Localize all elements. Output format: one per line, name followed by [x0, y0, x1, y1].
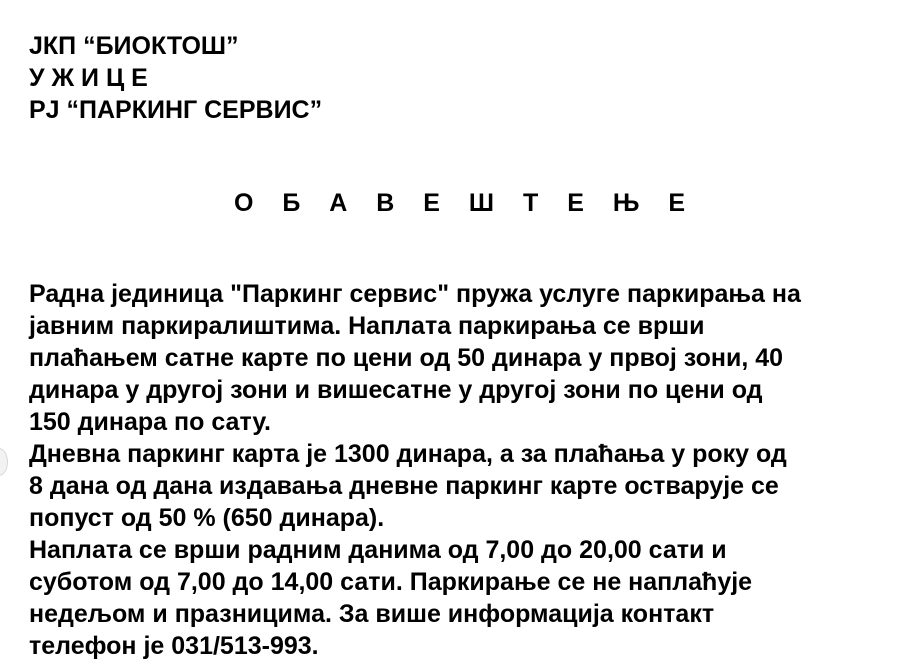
- notice-body: [29, 278, 889, 662]
- page-edge-handle: [0, 448, 8, 476]
- city-name: У Ж И Ц Е: [29, 64, 148, 92]
- letterhead: [29, 30, 322, 126]
- body-line: Дневна паркинг карта је 1300 динара, а за плаћања у року од: [29, 440, 787, 468]
- body-line: плаћањем сатне карте по цени од 50 динара у првој зони, 40: [29, 344, 784, 372]
- body-line: 150 динара по сату.: [29, 408, 271, 436]
- body-line: недељом и празницима. За више информација контакт: [29, 600, 715, 628]
- body-line: јавним паркиралиштима. Наплата паркирања се врши: [29, 312, 705, 340]
- body-line: телефон је 031/513-993.: [29, 632, 319, 660]
- notice-title: О Б А В Е Ш Т Е Њ Е: [233, 189, 696, 217]
- organization-name: ЈКП “БИОКТОШ”: [29, 32, 239, 60]
- body-line: Наплата се врши радним данима од 7,00 до 20,00 сати и: [29, 536, 727, 564]
- body-line: динара у другој зони и вишесатне у другој зони по цени од: [29, 376, 763, 404]
- body-line: 8 дана од дана издавања дневне паркинг карте остварује се: [29, 472, 779, 500]
- body-line: попуст од 50 % (650 динара).: [29, 504, 385, 532]
- unit-name: РЈ “ПАРКИНГ СЕРВИС”: [29, 96, 323, 124]
- body-line: суботом од 7,00 до 14,00 сати. Паркирање се не наплаћује: [29, 568, 753, 596]
- body-line: Радна јединица "Паркинг сервис" пружа услуге паркирања на: [29, 280, 801, 308]
